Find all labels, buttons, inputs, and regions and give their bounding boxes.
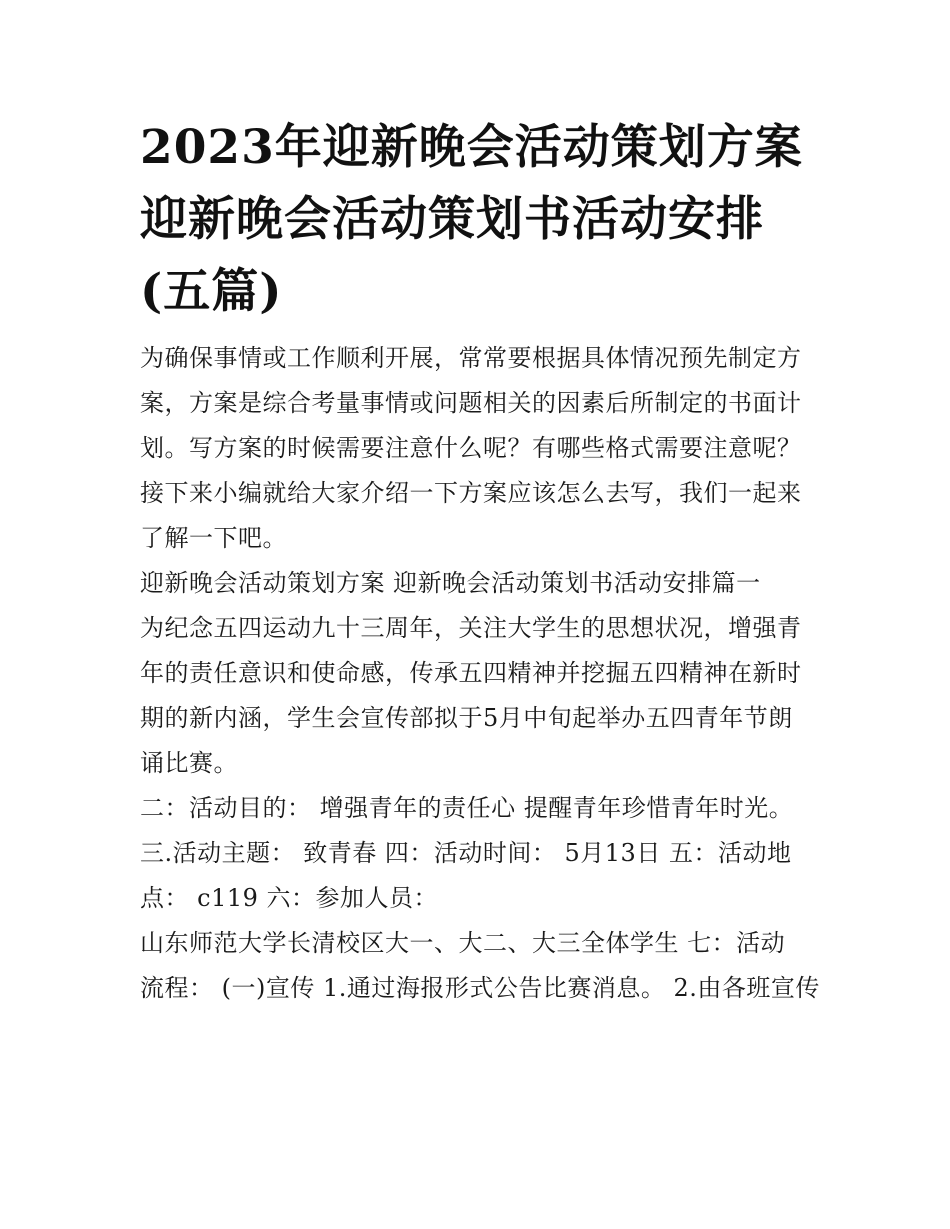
background-paragraph [140,606,820,786]
text-line: 山东师范大学长清校区大一、大二、大三全体学生 七：活动 [140,929,786,957]
title-line: 2023年迎新晚会活动策划方案 [140,120,803,175]
title-line: (五篇) [140,264,283,319]
text-line: 期的新内涵，学生会宣传部拟于5月中旬起举办五四青年节朗 [140,704,793,732]
text-line: 诵比赛。 [140,749,238,777]
text-line: 案，方案是综合考量事情或问题相关的因素后所制定的书面计 [140,389,802,417]
text-line: 点： c119 六：参加人员： [140,884,439,912]
text-line: 迎新晚会活动策划方案 迎新晚会活动策划书活动安排篇一 [140,569,761,597]
text-line: 了解一下吧。 [140,524,287,552]
text-line: 三.活动主题： 致青春 四：活动时间： 5月13日 五：活动地 [140,839,792,867]
text-line: 为确保事情或工作顺利开展，常常要根据具体情况预先制定方 [140,344,802,372]
text-line: 划。写方案的时候需要注意什么呢？有哪些格式需要注意呢？ [140,434,802,462]
intro-paragraph [140,336,820,561]
text-line: 流程： (一)宣传 1.通过海报形式公告比赛消息。 2.由各班宣传 [140,974,820,1002]
document-title [140,112,820,328]
text-line: 接下来小编就给大家介绍一下方案应该怎么去写，我们一起来 [140,479,802,507]
document-content [140,112,820,1011]
text-line: 二：活动目的： 增强青年的责任心 提醒青年珍惜青年时光。 [140,794,794,822]
text-line: 为纪念五四运动九十三周年，关注大学生的思想状况，增强青 [140,614,802,642]
text-line: 年的责任意识和使命感，传承五四精神并挖掘五四精神在新时 [140,659,802,687]
activity-details-paragraph [140,786,820,921]
title-line: 迎新晚会活动策划书活动安排 [140,192,764,247]
participants-paragraph [140,921,820,1011]
section-heading [140,561,820,606]
